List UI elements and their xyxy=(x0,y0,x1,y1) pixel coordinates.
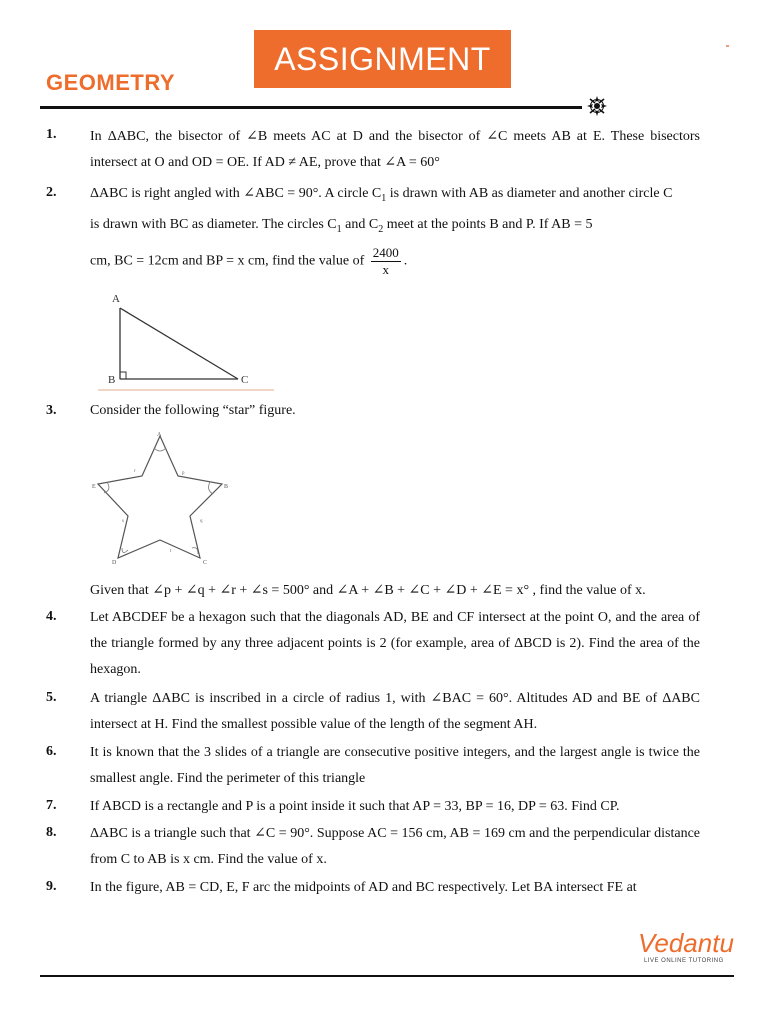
footer-rule xyxy=(40,975,734,977)
right-triangle-figure xyxy=(96,288,276,398)
question-text: Consider the following “star” figure. xyxy=(90,403,296,418)
question-text: In ΔABC, the bisector of ∠B meets AC at D and the bisector of ∠C meets AB at E. These bisectors intersect at O and OD = OE. If AD ≠ AE, prove that ∠A = 60° xyxy=(90,129,700,170)
question-text: ΔABC is a triangle such that ∠C = 90°. Suppose AC = 156 cm, AB = 169 cm and the perpendicular distance from C to AB is x cm. Find the value of x. xyxy=(90,826,700,867)
header-rule xyxy=(40,106,582,109)
vertex-label-a: A xyxy=(112,293,120,305)
question-number: 6. xyxy=(46,744,57,759)
question-number: 2. xyxy=(46,185,57,200)
brand-tagline: LIVE ONLINE TUTORING xyxy=(644,958,724,964)
brand-name: Vedantu xyxy=(638,928,734,958)
question-text: It is known that the 3 slides of a triangle are consecutive positive integers, and the largest angle is twice the smallest angle. Find the perimeter of this triangle xyxy=(90,745,700,786)
question-number: 4. xyxy=(46,609,57,624)
star-vertex-b: B xyxy=(224,484,229,490)
question-text-continued: Given that ∠p + ∠q + ∠r + ∠s = 500° and ∠A + ∠B + ∠C + ∠D + ∠E = x° , find the value of x. xyxy=(90,583,646,598)
question-text: In the figure, AB = CD, E, F arc the midpoints of AD and BC respectively. Let BA intersect FE at xyxy=(90,880,637,895)
star-angle-r: r xyxy=(134,469,136,474)
question-text: ΔABC is right angled with ∠ABC = 90°. A circle $C_1$ is drawn with AB as diameter and another circle C is drawn with BC as diameter. The circles $C_1$ and $C_2$ meet at the points B and P. If AB = 5 xyxy=(90,186,673,235)
question-number: 7. xyxy=(46,798,57,813)
question-number: 3. xyxy=(46,403,57,418)
corner-mark xyxy=(726,45,729,47)
question-text: Let ABCDEF be a hexagon such that the diagonals AD, BE and CF intersect at the point O, and the area of the triangle formed by any three adjacent points is 2 (for example, area of ΔBCD is 2). Find the area of the hexagon. xyxy=(90,610,700,677)
question-text-continued: cm, BC = 12cm and BP = x cm, find the value of $\frac{2400}{x}$ . xyxy=(90,245,408,277)
vertex-label-c: C xyxy=(241,374,249,386)
vertex-label-b: B xyxy=(108,374,116,386)
fraction: $\frac{2400}{x}$ xyxy=(372,245,399,277)
question-number: 5. xyxy=(46,690,57,705)
assignment-banner: ASSIGNMENT xyxy=(254,30,511,88)
question-number: 1. xyxy=(46,127,57,142)
star-figure xyxy=(90,430,230,568)
star-angle-p: p xyxy=(182,471,185,476)
question-number: 9. xyxy=(46,879,57,894)
star-angle-s: s xyxy=(122,519,124,524)
star-vertex-e: E xyxy=(92,484,96,490)
question-number: 8. xyxy=(46,825,57,840)
star-vertex-c: C xyxy=(203,560,208,566)
star-vertex-a: A xyxy=(157,432,162,438)
star-angle-q: q xyxy=(200,519,203,524)
ornament-icon xyxy=(586,95,608,117)
star-angle-t: t xyxy=(170,549,172,554)
question-text: A triangle ΔABC is inscribed in a circle of radius 1, with ∠BAC = 60°. Altitudes AD and BE of ΔABC intersect at H. Find the smallest possible value of the length of the segment AH. xyxy=(90,691,700,732)
vedantu-logo xyxy=(638,928,738,964)
question-text: If ABCD is a rectangle and P is a point inside it such that AP = 33, BP = 16, DP = 63. Find CP. xyxy=(90,799,620,814)
star-vertex-d: D xyxy=(112,560,117,566)
question-text-tail: cm, BC = 12cm and BP = x cm, find the value of xyxy=(90,253,368,269)
subject-title: GEOMETRY xyxy=(46,70,176,95)
